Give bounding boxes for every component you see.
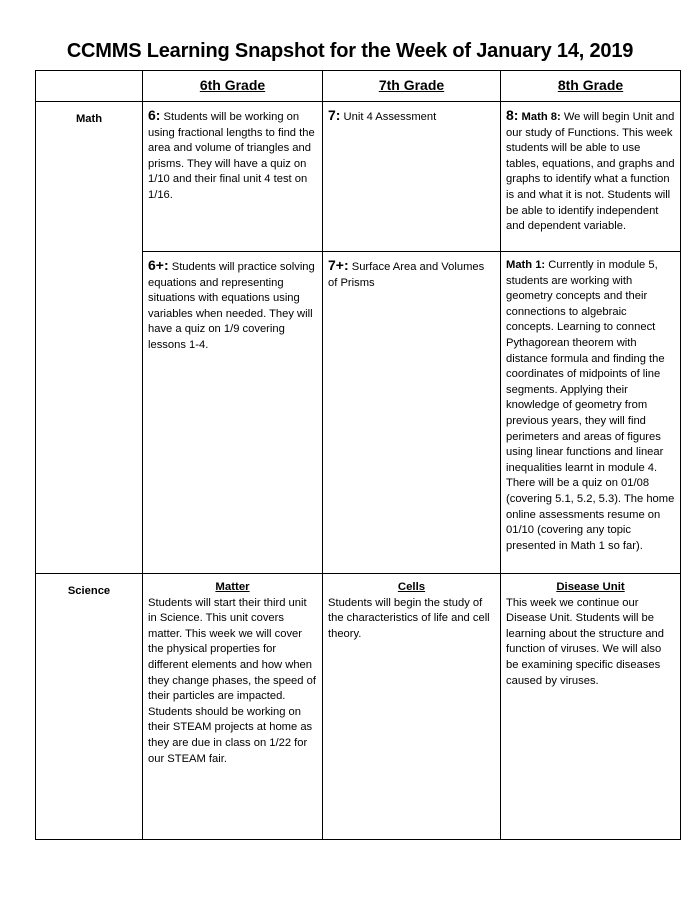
- snapshot-table: [35, 70, 681, 840]
- math-7plus-text: Surface Area and Volumes of Prisms: [328, 261, 485, 289]
- math-7plus-lead: 7+:: [328, 257, 349, 273]
- science-7-para-1: Students will begin the study of the characteristics of life and cell theory.: [328, 596, 490, 640]
- page-title: CCMMS Learning Snapshot for the Week of January 14, 2019: [66, 40, 634, 62]
- science-6-unit: Matter: [215, 581, 250, 593]
- math-6-cell: [143, 102, 323, 252]
- subject-math: Math: [36, 102, 143, 574]
- science-6-para-2: Students should be working on their STEAM projects at home as they are due in class on 1/22 for our STEAM fair.: [148, 705, 313, 765]
- science-row: [36, 574, 681, 840]
- math-8-lead: 8:: [506, 107, 519, 123]
- math-6-lead: 6:: [148, 107, 161, 123]
- science-8-para-1: This week we continue our Disease Unit. Students will be learning about the structure and function of viruses. We will also be examining specific diseases caused by viruses.: [506, 596, 664, 687]
- math-8-text: We will begin Unit and our study of Functions. This week students will be able to use tables, equations, and graphs and graphs to identify what a function is and what it is not. Students will be able to identify independent and dependent variable.: [506, 111, 675, 233]
- math-8-cell: [501, 102, 681, 252]
- header-7th-grade: 7th Grade: [323, 71, 501, 102]
- math-6plus-lead: 6+:: [148, 257, 169, 273]
- header-8th-grade: 8th Grade: [501, 71, 681, 102]
- math-1-cell: [501, 252, 681, 574]
- math-6plus-cell: [143, 252, 323, 574]
- math-7-text: Unit 4 Assessment: [340, 111, 437, 123]
- math-8-sublead: Math 8:: [518, 111, 561, 123]
- corner-cell: [36, 71, 143, 102]
- math-6-text: Students will be working on using fractional lengths to find the area and volume of triangles and prisms. They will have a quiz on 1/10 and their final unit 4 test on 1/16.: [148, 111, 315, 201]
- header-row: [36, 71, 681, 102]
- math-6plus-text: Students will practice solving equations and representing situations with equations using variables when needed. They will have a quiz on 1/9 covering lessons 1-4.: [148, 261, 315, 351]
- science-6-para-1: Students will start their third unit in Science. This unit covers matter. This week we will cover the physical properties for different elements and how when they change phases, the speed of their particles are impacted.: [148, 596, 316, 703]
- math-1-lead: Math 1:: [506, 259, 546, 271]
- science-8-unit: Disease Unit: [556, 581, 625, 593]
- math-1-text: Currently in module 5, students are working with geometry concepts and their connections to algebraic concepts. Learning to connect Pythagorean theorem with distance formula and finding the coordinates of midpoints of line segments. Applying their knowledge of geometry from previous years, they will find perimeters and areas of figures using linear functions and linear inequalities learnt in module 4. There will be a quiz on 01/08 (covering 5.1, 5.2, 5.3). The home online assessments resume on 01/10 (covering any topic presented in Math 1 so far).: [506, 259, 675, 552]
- math-7plus-cell: [323, 252, 501, 574]
- science-6-cell: [143, 574, 323, 840]
- math-7-lead: 7:: [328, 107, 341, 123]
- header-6th-grade: 6th Grade: [143, 71, 323, 102]
- subject-science: Science: [36, 574, 143, 840]
- science-7-cell: [323, 574, 501, 840]
- science-8-cell: [501, 574, 681, 840]
- math-7-cell: [323, 102, 501, 252]
- science-7-unit: Cells: [397, 581, 426, 593]
- math-row-1: [36, 102, 681, 252]
